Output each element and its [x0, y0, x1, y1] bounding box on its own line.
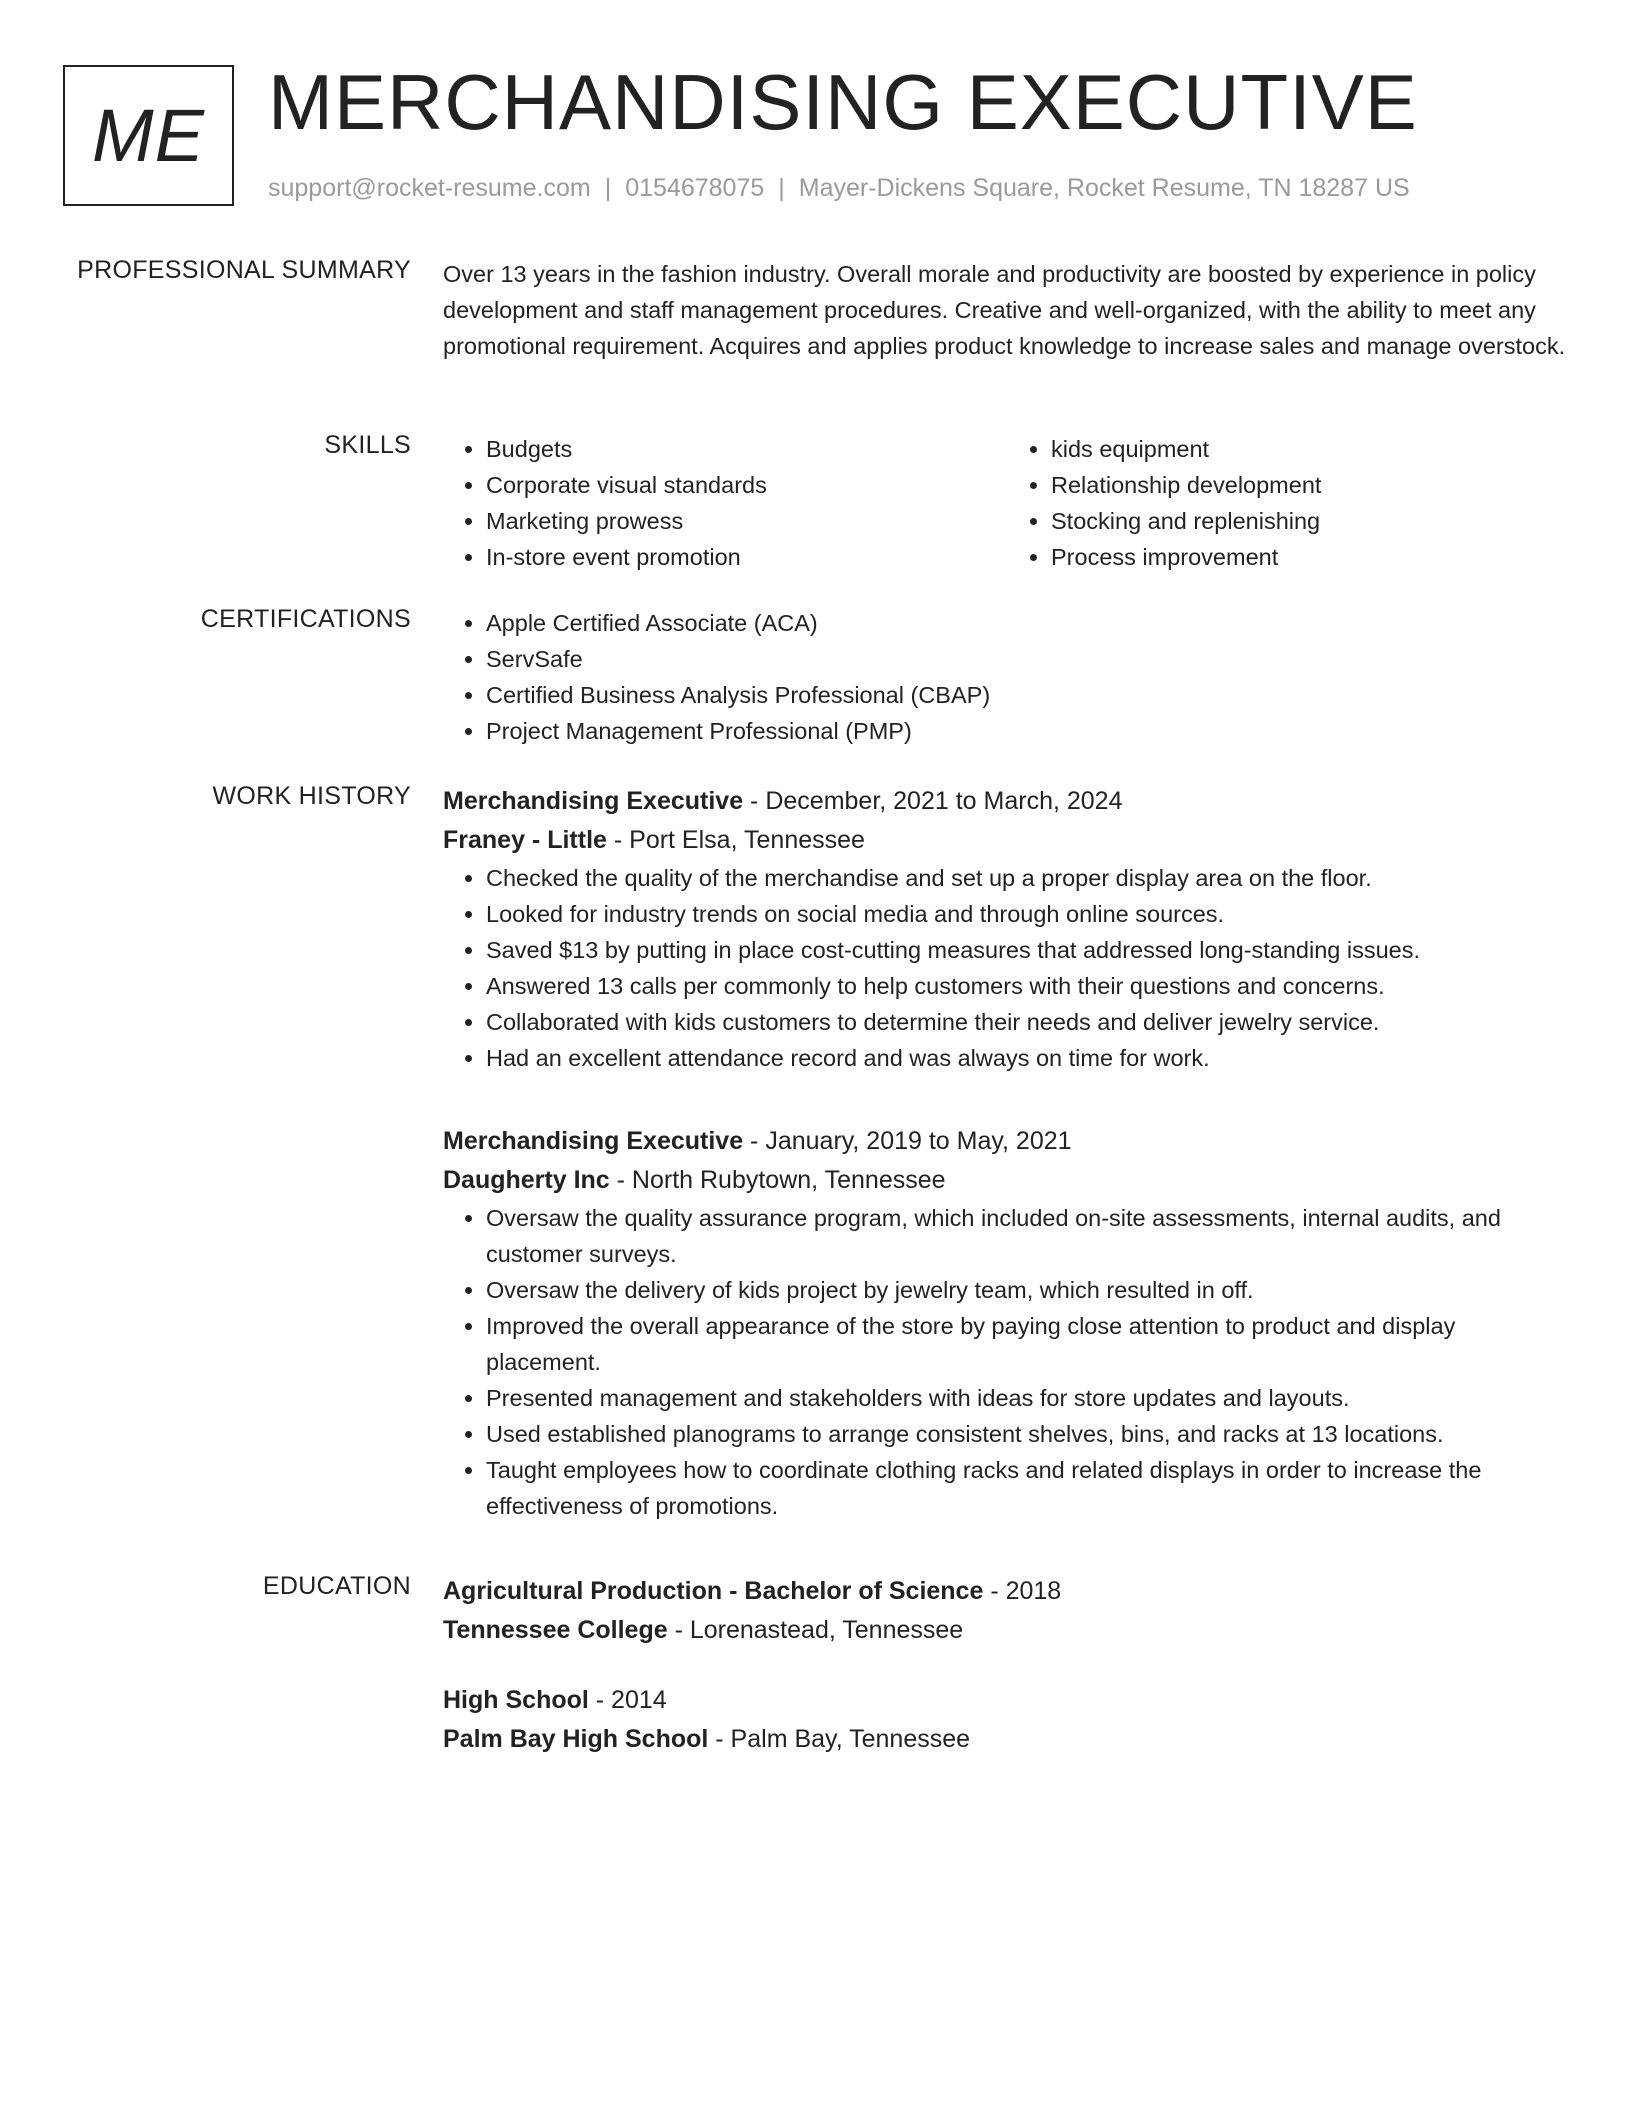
skill-item: • Stocking and replenishing [1051, 503, 1573, 539]
section-title: PROFESSIONAL SUMMARY [77, 256, 411, 284]
contact-email[interactable]: support@rocket-resume.com [268, 174, 591, 202]
skills-column-right [1008, 431, 1573, 575]
skills-column-left [443, 431, 1008, 575]
job-bullet: • Collaborated with kids customers to determine their needs and deliver jewelry service. [486, 1004, 1573, 1040]
skill-item: • Corporate visual standards [486, 467, 1008, 503]
education-degree-line [443, 1681, 1573, 1720]
education-school: Tennessee College [443, 1616, 668, 1644]
job-company-line [443, 821, 1573, 860]
education-school-line [443, 1720, 1573, 1759]
education-location: - Lorenastead, Tennessee [667, 1616, 964, 1644]
skill-item: • Relationship development [1051, 467, 1573, 503]
job-company-line [443, 1161, 1573, 1200]
contact-separator: | [604, 174, 612, 202]
education-degree: High School [443, 1686, 589, 1714]
education-school: Palm Bay High School [443, 1725, 709, 1753]
education-entry [443, 1572, 1573, 1650]
job-bullets [443, 1200, 1573, 1524]
certification-item: • ServSafe [486, 641, 1573, 677]
section-title: EDUCATION [262, 1572, 411, 1600]
education-degree: Agricultural Production - Bachelor of Science [443, 1577, 984, 1605]
job-bullet: • Presented management and stakeholders with ideas for store updates and layouts. [486, 1380, 1573, 1416]
education-school-line [443, 1611, 1573, 1650]
resume-name: MERCHANDISING EXECUTIVE [268, 58, 1418, 146]
job-role-line [443, 782, 1573, 821]
job-bullet: • Had an excellent attendance record and was always on time for work. [486, 1040, 1573, 1076]
certification-item: • Project Management Professional (PMP) [486, 713, 1573, 749]
job-bullet: • Used established planograms to arrange consistent shelves, bins, and racks at 13 locations. [486, 1416, 1573, 1452]
skill-item: • Marketing prowess [486, 503, 1008, 539]
job-dates: - December, 2021 to March, 2024 [743, 787, 1123, 815]
education-location: - Palm Bay, Tennessee [708, 1725, 971, 1753]
education-entry [443, 1681, 1573, 1759]
education-year: - 2018 [983, 1577, 1062, 1605]
skill-item: • Budgets [486, 431, 1008, 467]
job-location: - North Rubytown, Tennessee [609, 1166, 946, 1194]
contact-address: Mayer-Dickens Square, Rocket Resume, TN 18287 US [798, 174, 1410, 202]
certification-item: • Apple Certified Associate (ACA) [486, 605, 1573, 641]
job-bullet: • Improved the overall appearance of the store by paying close attention to product and display placement. [486, 1308, 1573, 1380]
education-year: - 2014 [588, 1686, 667, 1714]
job-bullet: • Answered 13 calls per commonly to help customers with their questions and concerns. [486, 968, 1573, 1004]
job-bullet: • Taught employees how to coordinate clothing racks and related displays in order to increase the effectiveness of promotions. [486, 1452, 1573, 1524]
job-company: Daugherty Inc [443, 1166, 610, 1194]
contact-phone: 0154678075 [625, 174, 765, 202]
job-bullet: • Saved $13 by putting in place cost-cutting measures that addressed long-standing issues. [486, 932, 1573, 968]
job-location: - Port Elsa, Tennessee [606, 826, 865, 854]
monogram-logo: ME [63, 65, 234, 206]
section-title: WORK HISTORY [212, 782, 411, 810]
job-entry [443, 1122, 1573, 1524]
job-bullet: • Oversaw the quality assurance program, which included on-site assessments, internal audits, and customer surveys. [486, 1200, 1573, 1272]
section-title: SKILLS [324, 431, 411, 459]
job-bullet: • Checked the quality of the merchandise and set up a proper display area on the floor. [486, 860, 1573, 896]
job-entry [443, 782, 1573, 1076]
job-role: Merchandising Executive [443, 1127, 744, 1155]
certifications-list [443, 605, 1573, 749]
job-role: Merchandising Executive [443, 787, 744, 815]
job-bullets [443, 860, 1573, 1076]
contact-line [268, 174, 1410, 203]
job-role-line [443, 1122, 1573, 1161]
job-dates: - January, 2019 to May, 2021 [743, 1127, 1072, 1155]
skill-item: • In-store event promotion [486, 539, 1008, 575]
education-degree-line [443, 1572, 1573, 1611]
section-title: CERTIFICATIONS [200, 605, 411, 633]
job-bullet: • Looked for industry trends on social media and through online sources. [486, 896, 1573, 932]
contact-separator: | [778, 174, 785, 202]
skills-list [443, 431, 1573, 575]
skill-item: • kids equipment [1051, 431, 1573, 467]
job-company: Franey - Little [443, 826, 607, 854]
certification-item: • Certified Business Analysis Professional (CBAP) [486, 677, 1573, 713]
summary-text: Over 13 years in the fashion industry. Overall morale and productivity are boosted by experience in policy development and staff management procedures. Creative and well-organized, with the ability to meet any promotional requirement. Acquires and applies product knowledge to increase sales and manage overstock. [443, 261, 1566, 359]
job-bullet: • Oversaw the delivery of kids project by jewelry team, which resulted in off. [486, 1272, 1573, 1308]
skill-item: • Process improvement [1051, 539, 1573, 575]
